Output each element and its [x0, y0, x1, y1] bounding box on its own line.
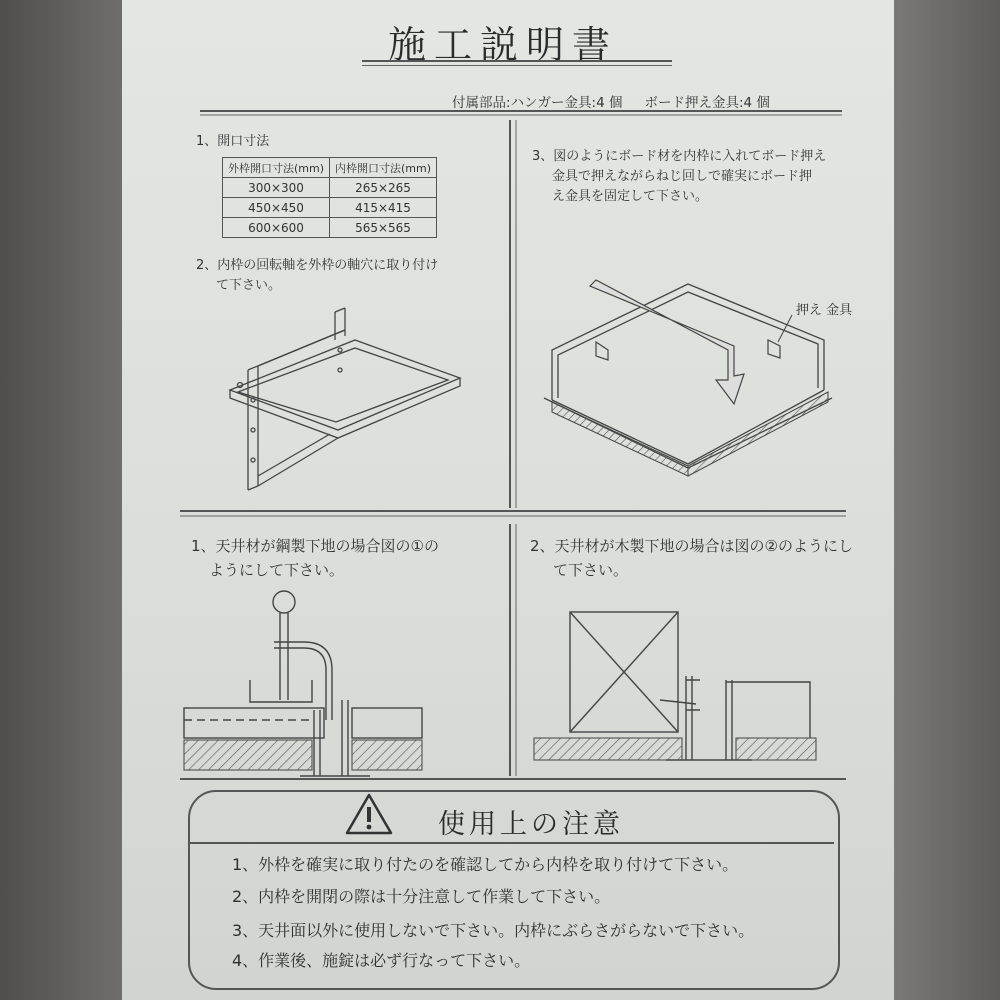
wood-base-detail-diagram — [530, 600, 830, 780]
frame-hinge-diagram — [220, 300, 480, 500]
table-cell: 450×450 — [223, 198, 330, 218]
board-clamp-callout: 押え 金具 — [796, 303, 853, 318]
table-row — [223, 198, 437, 218]
table-cell: 565×565 — [330, 218, 437, 238]
notice-item: 4、作業後、施錠は必ず行なって下さい。 — [232, 951, 531, 970]
step1-heading: 1、開口寸法 — [196, 134, 270, 149]
warning-triangle-icon — [344, 792, 394, 836]
accessories-board: ボード押え金具:4 個 — [644, 95, 770, 111]
step3-line1: 3、図のようにボード材を内枠に入れてボード押え — [532, 149, 827, 164]
steel-base-line2: ようにして下さい。 — [209, 561, 345, 579]
opening-dimensions-table — [222, 157, 437, 238]
notice-item: 2、内枠を開閉の際は十分注意して作業して下さい。 — [232, 887, 611, 906]
notice-item: 3、天井面以外に使用しないで下さい。内枠にぶらさがらないで下さい。 — [232, 921, 755, 940]
table-header-row — [223, 158, 437, 178]
table-cell: 300×300 — [223, 178, 330, 198]
steel-base-detail-diagram — [180, 580, 510, 780]
step2-line2: て下さい。 — [216, 278, 282, 293]
notice-item: 1、外枠を確実に取り付たのを確認してから内枠を取り付けて下さい。 — [232, 855, 739, 874]
step2-line1: 2、内枠の回転軸を外枠の軸穴に取り付け — [196, 258, 439, 273]
board-insert-diagram — [538, 280, 858, 480]
usage-notice-title: 使用上の注意 — [438, 809, 624, 840]
table-cell: 415×415 — [330, 198, 437, 218]
accessories-hanger: ハンガー金具:4 個 — [510, 95, 623, 111]
table-header: 内枠開口寸法(mm) — [330, 158, 437, 178]
table-row — [223, 178, 437, 198]
table-cell: 600×600 — [223, 218, 330, 238]
wood-base-line2: て下さい。 — [553, 561, 629, 579]
table-row — [223, 218, 437, 238]
accessories-label: 付属部品: — [452, 95, 511, 111]
step3-line2: 金具で押えながらねじ回しで確実にボード押 — [552, 169, 813, 184]
wood-base-line1: 2、天井材が木製下地の場合は図の②のようにし — [530, 537, 853, 555]
notice-divider — [190, 842, 834, 844]
steel-base-line1: 1、天井材が鋼製下地の場合図の①の — [191, 537, 439, 555]
step3-line3: え金具を固定して下さい。 — [552, 189, 709, 204]
table-header: 外枠開口寸法(mm) — [223, 158, 330, 178]
table-cell: 265×265 — [330, 178, 437, 198]
document-title: 施工説明書 — [388, 23, 619, 67]
